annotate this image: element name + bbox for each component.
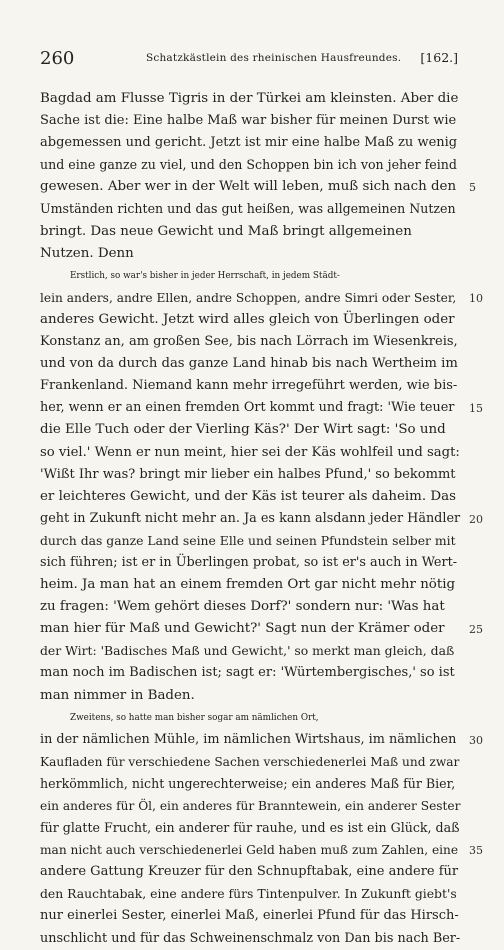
line-text: anderes Gewicht. Jetzt wird alles gleich von Überlingen oder [40,311,455,327]
line-text: die Elle Tuch oder der Vierling Käs?' Der Wirt sagt: 'So und [40,422,446,438]
line-text: herkömmlich, nicht ungerechterweise; ein anderes Maß für Bier, [40,775,456,791]
text-line [40,221,468,243]
line-text: man nimmer in Baden. [40,687,195,703]
text-line [40,751,468,773]
text-line [40,861,468,883]
text-line [40,397,483,419]
line-text: ein anderes für Öl, ein anderes für Branntewein, ein anderer Sester [40,799,461,813]
text-line [40,375,468,397]
page-header [40,48,458,72]
line-text: heim. Ja man hat an einem fremden Ort gar nicht mehr nötig [40,577,456,593]
line-text: her, wenn er an einen fremden Ort kommt und fragt: 'Wie teuer [40,400,455,416]
line-text: bringt. Das neue Gewicht und Maß bringt allgemeinen [40,223,412,239]
line-text: Frankenland. Niemand kann mehr irregeführt werden, wie bis- [40,378,458,394]
line-number: 5 [469,181,476,195]
text-line [40,905,468,927]
line-text: durch das ganze Land seine Elle und seinen Pfundstein selber mit [40,532,456,548]
text-line [40,662,468,684]
text-line [40,154,468,176]
text-line [40,618,483,640]
line-text: zu fragen: 'Wem gehört dieses Dorf?' sondern nur: 'Was hat [40,599,445,615]
text-line [40,88,468,110]
text-line [40,486,468,508]
line-text: Erstlich, so war's bisher in jeder Herrschaft, in jedem Städt- [70,270,340,281]
line-text: den Rauchtabak, eine andere fürs Tintenpulver. In Zukunft giebt's [40,886,457,902]
line-text: für glatte Frucht, ein anderer für rauhe, und es ist ein Glück, daß [40,820,460,836]
line-text: Sache ist die: Eine halbe Maß war bisher für meinen Durst wie [40,113,457,129]
line-text: der Wirt: 'Badisches Maß und Gewicht,' so merkt man gleich, daß [40,643,455,659]
line-text: so viel.' Wenn er nun meint, hier sei der Käs wohlfeil und sagt: [40,444,460,460]
line-number: 30 [469,733,483,747]
text-line [40,707,468,729]
line-text: man nicht auch verschiedenerlei Geld haben muß zum Zahlen, eine [40,843,459,858]
text-line [40,309,468,331]
line-text: Konstanz an, am großen See, bis nach Lörrach im Wiesenkreis, [40,334,458,350]
line-text: und eine ganze zu viel, und den Schoppen bin ich von jeher feind [40,157,457,173]
text-line [40,817,468,839]
text-line [40,442,468,464]
line-text: man hier für Maß und Gewicht?' Sagt nun der Krämer oder [40,621,445,637]
text-line [40,928,468,950]
line-text: Bagdad am Flusse Tigris in der Türkei am kleinsten. Aber die [40,91,459,106]
line-text: abgemessen und gericht. Jetzt ist mir eine halbe Maß zu wenig [40,135,458,151]
line-text: gewesen. Aber wer in der Welt will leben, muß sich nach den [40,179,457,195]
text-line [40,552,468,574]
line-number: 10 [469,291,483,305]
page-number: 260 [40,48,75,69]
text-line [40,883,468,905]
text-line [40,287,483,309]
text-line [40,176,476,198]
line-text: Nutzen. Denn [40,245,134,261]
line-text: Zweitens, so hatte man bisher sogar am nämlichen Ort, [70,712,319,723]
text-line [40,132,468,154]
text-line [40,198,468,220]
text-line [40,685,468,707]
text-line [40,110,468,132]
text-line [40,574,468,596]
text-line [40,265,468,287]
text-line [40,795,468,817]
line-text: er leichteres Gewicht, und der Käs ist teurer als daheim. Das [40,488,456,504]
text-line [40,243,468,265]
line-number: 15 [469,402,483,416]
line-text: Umständen richten und das gut heißen, was allgemeinen Nutzen [40,201,456,217]
line-number: 20 [469,512,483,526]
line-text: geht in Zukunft nicht mehr an. Ja es kann alsdann jeder Händler [40,510,461,526]
text-line [40,640,468,662]
line-text: Kaufladen für verschiedene Sachen verschiedenerlei Maß und zwar [40,754,460,769]
text-line [40,530,468,552]
line-text: und von da durch das ganze Land hinab bis nach Wertheim im [40,356,458,372]
body-text [40,88,483,950]
text-line [40,729,483,751]
line-number: 25 [469,623,483,637]
page-reference: [162.] [420,50,458,65]
line-text: nur einerlei Sester, einerlei Maß, einerlei Pfund für das Hirsch- [40,908,459,924]
line-text: man noch im Badischen ist; sagt er: 'Würtembergisches,' so ist [40,665,455,681]
line-text: unschlicht und für das Schweinenschmalz von Dan bis nach Ber- [40,930,461,946]
running-title: Schatzkästlein des rheinischen Hausfreundes. [146,52,402,64]
line-number: 35 [469,844,483,858]
text-line [40,353,468,375]
line-text: lein anders, andre Ellen, andre Schoppen, andre Simri oder Sester, [40,290,457,305]
text-line [40,508,483,530]
line-text: sich führen; ist er in Überlingen probat, so ist er's auch in Wert- [40,554,458,570]
text-line [40,839,483,861]
line-text: andere Gattung Kreuzer für den Schnupftabak, eine andere für [40,864,459,880]
text-line [40,419,468,441]
line-text: 'Wißt Ihr was? bringt mir lieber ein halbes Pfund,' so bekommt [40,466,456,482]
line-text: in der nämlichen Mühle, im nämlichen Wirtshaus, im nämlichen [40,731,457,747]
text-line [40,464,468,486]
text-line [40,331,468,353]
text-line [40,773,468,795]
text-line [40,596,468,618]
